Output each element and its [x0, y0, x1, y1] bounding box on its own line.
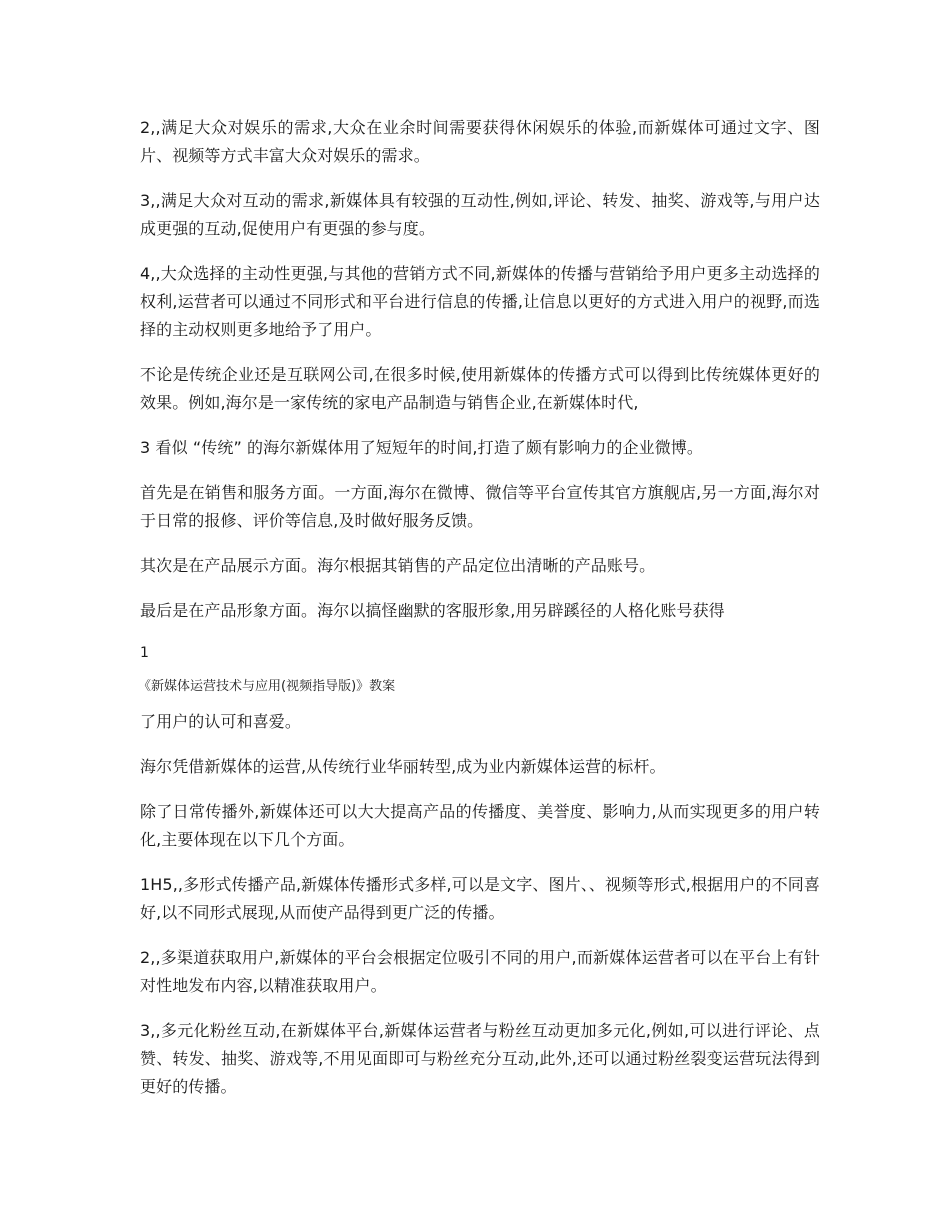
paragraph: 海尔凭借新媒体的运营,从传统行业华丽转型,成为业内新媒体运营的标杆。 — [140, 757, 666, 776]
paragraph: 首先是在销售和服务方面。一方面,海尔在微博、微信等平台宣传其官方旗舰店,另一方面,海尔对于日常的报修、评价等信息,及时做好服务反馈。 — [140, 483, 820, 530]
paragraph: 2,,满足大众对娱乐的需求,大众在业余时间需要获得休闲娱乐的体验,而新媒体可通过文字、图片、视频等方式丰富大众对娱乐的需求。 — [140, 118, 820, 165]
paragraph: 不论是传统企业还是互联网公司,在很多时候,使用新媒体的传播方式可以得到比传统媒体更好的效果。例如,海尔是一家传统的家电产品制造与销售企业,在新媒体时代, — [140, 365, 820, 412]
paragraph: 3,,多元化粉丝互动,在新媒体平台,新媒体运营者与粉丝互动更加多元化,例如,可以进行评论、点赞、转发、抽奖、游戏等,不用见面即可与粉丝充分互动,此外,还可以通过粉丝裂变运营玩法得到更好的传播。 — [140, 1021, 820, 1096]
paragraph: 2,,多渠道获取用户,新媒体的平台会根据定位吸引不同的用户,而新媒体运营者可以在平台上有针对性地发布内容,以精准获取用户。 — [140, 948, 820, 995]
running-header: 《新媒体运营技术与应用(视频指导版)》教案 — [138, 679, 396, 694]
paragraph: 3 看似 “传统” 的海尔新媒体用了短短年的时间,打造了颇有影响力的企业微博。 — [140, 438, 704, 457]
paragraph: 最后是在产品形象方面。海尔以搞怪幽默的客服形象,用另辟蹊径的人格化账号获得 — [140, 601, 725, 620]
paragraph: 4,,大众选择的主动性更强,与其他的营销方式不同,新媒体的传播与营销给予用户更多主动选择的权利,运营者可以通过不同形式和平台进行信息的传播,让信息以更好的方式进入用户的视野,而选择的主动权则更多地给予了用户。 — [140, 264, 820, 339]
paragraph: 3,,满足大众对互动的需求,新媒体具有较强的互动性,例如,评论、转发、抽奖、游戏等,与用户达成更强的互动,促使用户有更强的参与度。 — [140, 191, 820, 238]
document-page — [140, 114, 820, 1118]
paragraph: 其次是在产品展示方面。海尔根据其销售的产品定位出清晰的产品账号。 — [140, 556, 656, 575]
paragraph: 了用户的认可和喜爱。 — [140, 712, 302, 731]
page-number: 1 — [140, 645, 149, 661]
paragraph: 1H5,,多形式传播产品,新媒体传播形式多样,可以是文字、图片、、视频等形式,根据用户的不同喜好,以不同形式展现,从而使产品得到更广泛的传播。 — [140, 875, 820, 922]
paragraph: 除了日常传播外,新媒体还可以大大提高产品的传播度、美誉度、影响力,从而实现更多的用户转化,主要体现在以下几个方面。 — [140, 802, 820, 849]
